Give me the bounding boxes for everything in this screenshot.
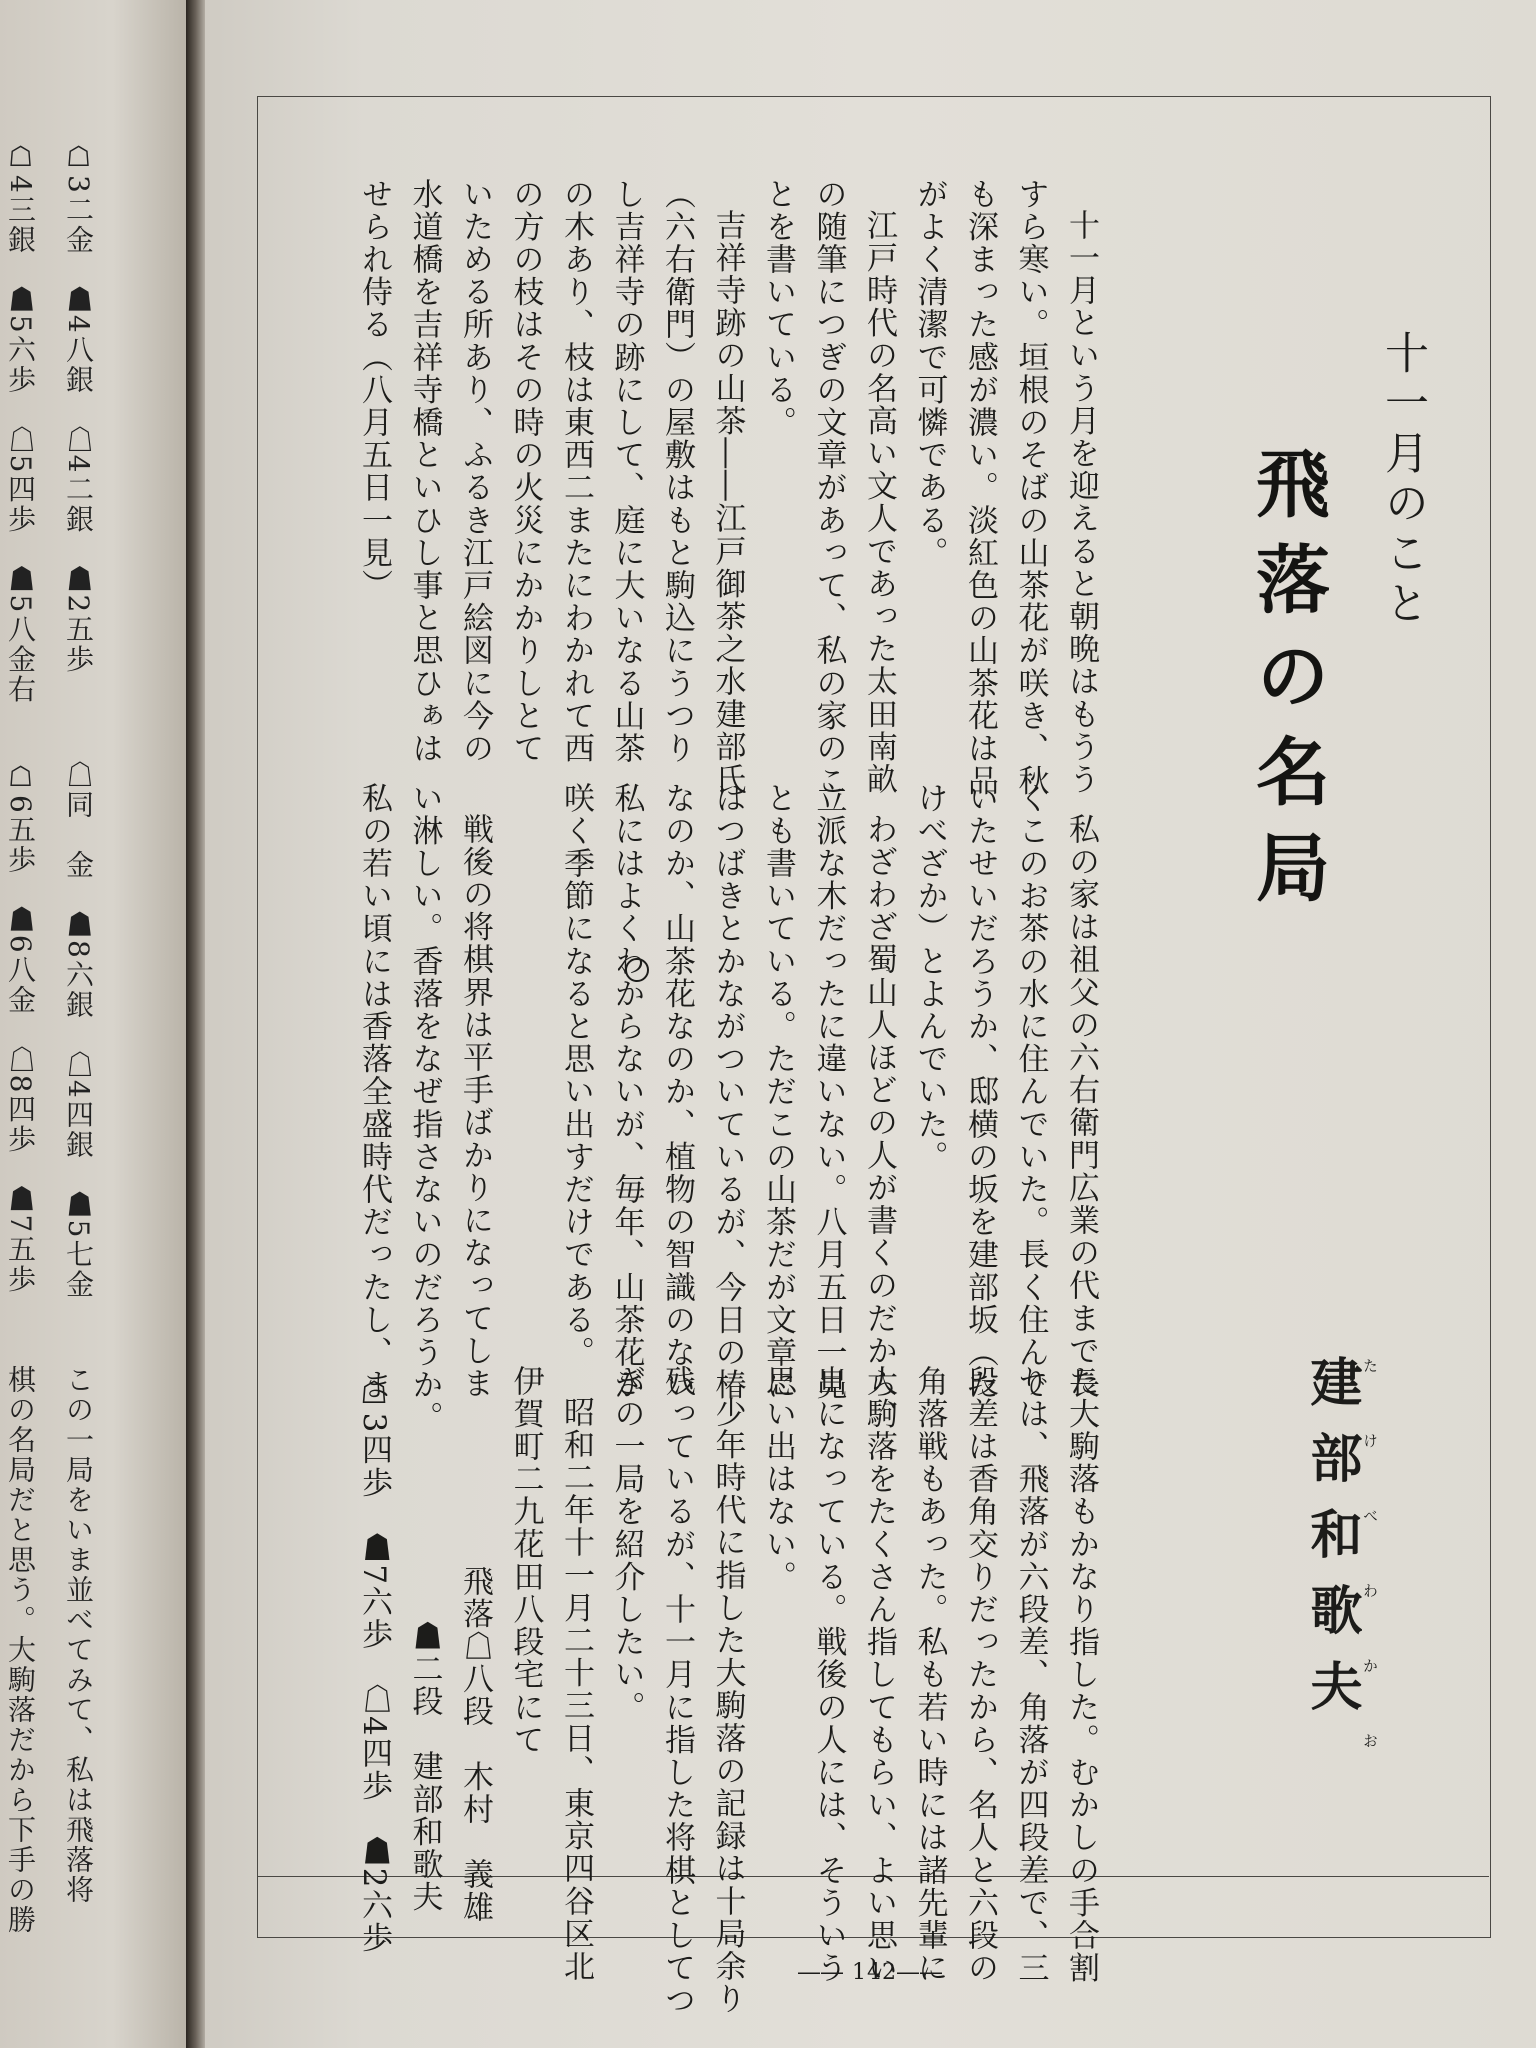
text-column: 残っているが、十一月に指した将棋としてつ [659,1365,695,2017]
text-column: 吉祥寺跡の山茶――江戸御茶之水建部氏 [709,209,746,796]
text-column: 大駒落をたくさん指してもらい、よい思い [861,1365,897,1985]
text-column: なのか、山茶花なのか、植物の智識のない [659,782,695,1402]
text-column: いためる所あり、ふるき江戸絵図に今の [457,178,493,765]
text-column: の随筆につぎの文章があって、私の家のこ [810,178,847,798]
text-column: ☖3四歩 ☗7六歩 ☖4四歩 ☗2六歩 [356,1375,392,1955]
text-column: ぎの一局を紹介したい。 [608,1365,645,1724]
article-subtitle: 十一月のこと [1377,330,1428,630]
text-column: わざわざ蜀山人ほどの人が書くのだから、 [861,813,897,1433]
text-column: た大駒落もかなり指した。むかしの手合割 [1063,1365,1099,1985]
text-column: （六右衛門）の屋敷はもと駒込にうつり [659,178,695,765]
left-moves-col: ☖3二金 ☗4八銀 ☖4二銀 ☗2五歩 [62,140,95,675]
text-column: 飛落☖八段 木村 義雄 [457,1565,493,1924]
text-column: 私の若い頃には香落全盛時代だったし、ま [356,782,392,1402]
text-column: 段差は香角交りだったから、名人と六段の [962,1365,998,1985]
left-moves-col: ☖6五歩 ☗6八金 ☖8四歩 ☗7五歩 [4,760,37,1295]
text-column: 私の家は祖父の六右衛門広業の代まで長 [1063,813,1099,1400]
text-column: 少年時代に指した大駒落の記録は十局余り [709,1396,746,2016]
page-number: ―― 142―― [798,1960,943,1985]
article-page [205,0,1536,2048]
text-column: 咲く季節になると思い出すだけである。 [558,782,594,1369]
left-moves-col: ☖4三銀 ☗5六歩 ☖5四歩 ☗5八金右 [4,140,37,705]
text-column: し吉祥寺の跡にして、庭に大いなる山茶 [608,178,645,765]
text-column: がよく清潔で可憐である。 [911,178,948,570]
author-furigana: たけべわかお [1361,1358,1379,1808]
previous-page-edge [0,0,188,2048]
article-title: 飛落の名局 [1244,445,1330,925]
text-column: い淋しい。香落をなぜ指さないのだろうか。 [406,782,443,1434]
text-column: も深まった感が濃い。淡紅色の山茶花は品 [962,178,998,798]
left-text-col: この一局をいま並べてみて、私は飛落将 [62,1365,95,1905]
text-column: 江戸時代の名高い文人であった太田南畝 [861,209,897,796]
text-column: の方の枝はその時の火災にかかりしとて [507,178,544,765]
section-break-mark [625,958,649,982]
text-column: 立派な木だったに違いない。八月五日一見 [810,782,847,1402]
text-column: くこのお茶の水に住んでいた。長く住んで [1012,782,1049,1402]
text-column: はつばきとかながついているが、今日の椿 [709,782,746,1402]
left-text-col: 棋の名局だと思う。大駒落だから下手の勝 [4,1365,37,1935]
text-column: 私にはよくわからないが、毎年、山茶花が [608,782,645,1402]
text-column: 戦後の将棋界は平手ばかりになってしま [457,813,493,1400]
text-column: とも書いている。ただこの山茶だが文章に [760,782,796,1402]
text-column: りは、飛落が六段差、角落が四段差で、三 [1012,1365,1049,1985]
text-column: 出になっている。戦後の人には、そういう [810,1365,847,1985]
text-column: とを書いている。 [760,178,796,439]
left-moves-col: ☖同 金 ☗8六銀 ☖4四銀 ☗5七金 [62,760,95,1300]
text-column: の木あり、枝は東西二またにわかれて西 [558,178,594,765]
text-column: すら寒い。垣根のそばの山茶花が咲き、秋 [1012,178,1049,798]
text-column: 思い出はない。 [760,1365,796,1594]
text-column: せられ侍る（八月五日一見） [356,178,392,602]
text-column: 十一月という月を迎えると朝晩はもうう [1063,209,1099,796]
author-name: 建部和歌夫 [1301,1355,1362,1735]
text-column: 昭和二年十一月二十三日、東京四谷区北 [558,1396,594,1983]
text-column: いたせいだろうか、邸横の坂を建部坂（た [962,782,998,1402]
text-column: 角落戦もあった。私も若い時には諸先輩に [911,1365,948,1985]
text-column: けべざか）とよんでいた。 [911,782,948,1174]
text-column: 水道橋を吉祥寺橋といひし事と思ひぁは [406,178,443,765]
text-column: ☗二段 建部和歌夫 [406,1620,443,1914]
text-column: 伊賀町二九花田八段宅にて [507,1365,544,1757]
